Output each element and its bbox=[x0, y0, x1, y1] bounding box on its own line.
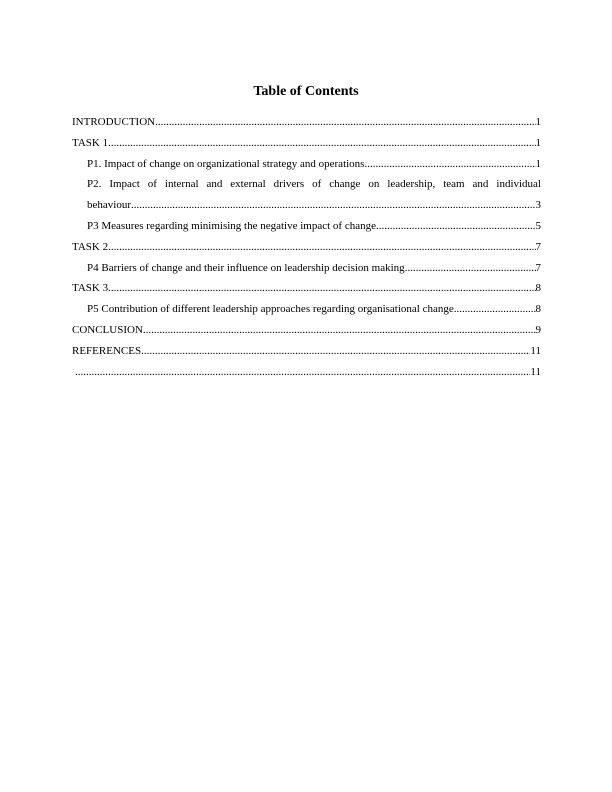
toc-page-number: 8 bbox=[535, 282, 541, 295]
toc-entry-task-2[interactable] bbox=[72, 237, 541, 258]
toc-page-number: 1 bbox=[535, 157, 541, 170]
toc-entry-untitled[interactable] bbox=[72, 362, 541, 383]
toc-leader-dots bbox=[108, 237, 535, 258]
toc-page-number: 11 bbox=[530, 344, 541, 357]
toc-page-number: 1 bbox=[535, 136, 541, 149]
toc-leader-dots bbox=[405, 258, 536, 279]
toc-leader-dots bbox=[376, 216, 536, 237]
toc-page-number: 8 bbox=[535, 303, 541, 316]
toc-entry-label: TASK 3 bbox=[72, 282, 109, 295]
toc-leader-dots bbox=[143, 320, 536, 341]
toc-leader-dots bbox=[108, 278, 535, 299]
toc-entry-label: P3 Measures regarding minimising the negative impact of change bbox=[87, 219, 376, 232]
toc-entry-label: INTRODUCTION bbox=[72, 116, 156, 128]
toc-entry-p5[interactable] bbox=[72, 299, 541, 320]
table-of-contents bbox=[72, 112, 541, 382]
toc-entry-label: TASK 1 bbox=[72, 136, 109, 149]
toc-entry-label: CONCLUSION bbox=[72, 323, 143, 336]
toc-page-number: 5 bbox=[535, 219, 541, 232]
toc-entry-label-line2: behaviour bbox=[87, 199, 131, 212]
toc-entry-p2[interactable] bbox=[72, 174, 541, 216]
toc-entry-introduction[interactable] bbox=[72, 112, 541, 133]
toc-leader-dots bbox=[454, 299, 536, 320]
toc-entry-label: P5 Contribution of different leadership approaches regarding organisational change bbox=[87, 303, 454, 316]
toc-entry-p3[interactable] bbox=[72, 216, 541, 237]
toc-leader-dots bbox=[131, 195, 536, 216]
toc-page-number: 9 bbox=[535, 323, 541, 336]
toc-entry-label: P4 Barriers of change and their influence on leadership decision making bbox=[87, 261, 405, 274]
toc-page-number: 7 bbox=[535, 240, 541, 253]
toc-entry-task-1[interactable] bbox=[72, 133, 541, 154]
toc-page-number: 1 bbox=[535, 116, 541, 128]
toc-leader-dots bbox=[155, 112, 535, 133]
toc-entry-references[interactable] bbox=[72, 341, 541, 362]
toc-entry-label: TASK 2 bbox=[72, 240, 109, 253]
toc-leader-dots bbox=[108, 133, 535, 154]
toc-entry-p1[interactable] bbox=[72, 154, 541, 175]
toc-entry-conclusion[interactable] bbox=[72, 320, 541, 341]
toc-title: Table of Contents bbox=[253, 84, 359, 99]
toc-page-number: 7 bbox=[535, 261, 541, 274]
toc-leader-dots bbox=[141, 341, 530, 362]
toc-entry-label: REFERENCES bbox=[72, 344, 142, 357]
toc-entry-label: P1. Impact of change on organizational strategy and operations bbox=[87, 157, 365, 170]
toc-leader-dots bbox=[364, 154, 535, 175]
toc-page-number: 3 bbox=[535, 199, 541, 212]
toc-entry-task-3[interactable] bbox=[72, 278, 541, 299]
toc-leader-dots bbox=[75, 362, 530, 383]
toc-entry-p4[interactable] bbox=[72, 258, 541, 279]
toc-entry-label-line1: P2. Impact of internal and external drivers of change on leadership, team and individual bbox=[87, 178, 541, 191]
toc-page-number: 11 bbox=[530, 365, 541, 378]
